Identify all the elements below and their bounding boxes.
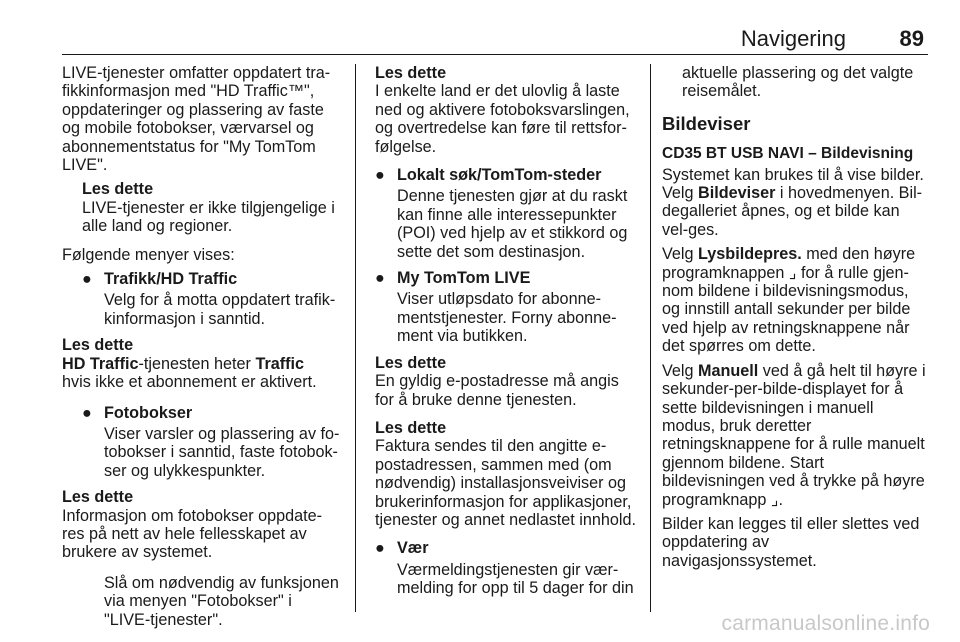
note-box: [375, 354, 637, 409]
text: med den høyre programknappen ⌟ for å rulle gjen-nom bildene i bildevisningsmodus, og innstill antall sekunder per bilde ved hjelp av retningsknappene når det spørres om dette.: [662, 245, 916, 356]
note-heading: Les dette: [62, 336, 134, 355]
menu-term: Lysbildepres.: [698, 245, 802, 264]
list-item-title: Fotobokser: [104, 403, 193, 422]
bullet-icon: ●: [375, 269, 385, 288]
menu-term: Bildeviser: [698, 184, 776, 203]
list-item-title: Vær: [397, 539, 429, 558]
watermark: carmanualsonline.info: [721, 612, 930, 635]
chapter-title: Navigering: [740, 26, 846, 51]
list-item-text: Denne tjenesten gjør at du raskt kan finne alle interessepunkter (POI) ved hjelp av et stikkord og sette det som destinasjon.: [397, 187, 628, 261]
note-text: LIVE-tjenester er ikke tilgjengelige i alle land og regioner.: [82, 198, 335, 236]
section-title: Bildeviser: [662, 112, 751, 134]
list-item: [62, 404, 342, 422]
column-divider: [650, 64, 651, 612]
paragraph: Bilder kan legges til eller slettes ved oppdatering av navigasjonssystemet.: [662, 514, 920, 570]
list-item: [375, 166, 637, 184]
note-bold: Traffic: [255, 354, 305, 373]
text: ved å gå helt til høyre i sekunder-per-bilde-displayet for å sette bildevisningen i manuell modus, bruk deretter retningsknappene for å rulle manuelt gjennom bildene. Start bildevisningen ved å trykke på høyre programknapp ⌟.: [662, 361, 926, 509]
list-item-title: Lokalt søk/TomTom-steder: [397, 166, 602, 185]
text: Velg: [662, 361, 699, 380]
menu-term: Manuell: [698, 361, 759, 380]
column-1: [62, 64, 342, 629]
page-header: [62, 20, 928, 55]
note-text: Faktura sendes til den angitte e-postadressen, sammen med (om nødvendig) installasjonsveiviser og brukerinformasjon for applikasjoner, tjenester og annet nedlastet innhold.: [375, 437, 636, 529]
bullet-icon: ●: [375, 166, 385, 185]
note-box: [375, 419, 637, 529]
list-item-title: My TomTom LIVE: [397, 269, 531, 288]
paragraph: [662, 362, 928, 509]
note-box: [375, 64, 637, 156]
list-item: [375, 539, 637, 557]
list-item-text: Viser utløpsdato for abonne-mentstjenester. Forny abonne-ment via butikken.: [397, 290, 617, 346]
note-text: -tjenesten heter: [138, 354, 256, 373]
note-text: hvis ikke et abonnement er aktivert.: [62, 373, 317, 392]
text: i hovedmenyen. Bil-degalleriet åpnes, og et bilde kan vel-ges.: [662, 184, 923, 239]
column-3: [662, 64, 928, 576]
list-item: [62, 270, 342, 288]
menus-intro: Følgende menyer vises:: [62, 245, 235, 264]
note-heading: Les dette: [375, 353, 447, 372]
note-extra: Slå om nødvendig av funksjonen via menyen "Fotobokser" i "LIVE-tjenester".: [104, 573, 339, 629]
bullet-icon: ●: [375, 539, 385, 558]
list-item-text: Viser varsler og plassering av fo-tobokser i sanntid, faste fotobok-ser og ulykkespunkter.: [104, 424, 340, 480]
note-heading: Les dette: [375, 64, 447, 82]
continued-text: aktuelle plassering og det valgte reisemålet.: [682, 64, 914, 101]
note-heading: Les dette: [375, 418, 447, 437]
paragraph: [662, 166, 928, 240]
subsection-title: CD35 BT USB NAVI – Bildevisning: [662, 145, 914, 163]
list-item-title: Trafikk/HD Traffic: [104, 270, 238, 289]
list-item-text: Værmeldingstjenesten gir vær-melding for opp til 5 dager for din: [397, 560, 634, 598]
note-box: [62, 336, 342, 391]
list-item-text: Velg for å motta oppdatert trafik-kinformasjon i sanntid.: [104, 291, 336, 328]
note-bold: HD Traffic: [62, 354, 139, 373]
note-box: [62, 488, 342, 562]
paragraph: [662, 245, 928, 355]
note-text: Informasjon om fotobokser oppdate-res på nett av hele fellesskapet av brukere av systemet.: [62, 506, 323, 562]
bullet-icon: ●: [82, 270, 92, 289]
column-2: [375, 64, 637, 606]
note-box: [82, 180, 342, 235]
column-divider: [355, 64, 356, 612]
note-text: I enkelte land er det ulovlig å laste ned og aktivere fotoboksvarslingen, og overtredelse kan føre til rettsfor-følgelse.: [375, 82, 630, 156]
note-heading: Les dette: [82, 180, 154, 199]
page-number: 89: [899, 26, 924, 51]
intro-paragraph: LIVE-tjenester omfatter oppdatert tra-fikkinformasjon med "HD Traffic™", oppdateringer og plassering av faste og mobile fotobokser, værvarsel og abonnementstatus for "My TomTom LIVE".: [62, 64, 331, 175]
text: Systemet kan brukes til å vise bilder. Velg: [662, 165, 924, 203]
list-item: [375, 269, 637, 287]
note-text: En gyldig e-postadresse må angis for å bruke denne tjenesten.: [375, 372, 619, 409]
text: Velg: [662, 245, 699, 264]
note-heading: Les dette: [62, 488, 134, 507]
bullet-icon: ●: [82, 403, 92, 422]
